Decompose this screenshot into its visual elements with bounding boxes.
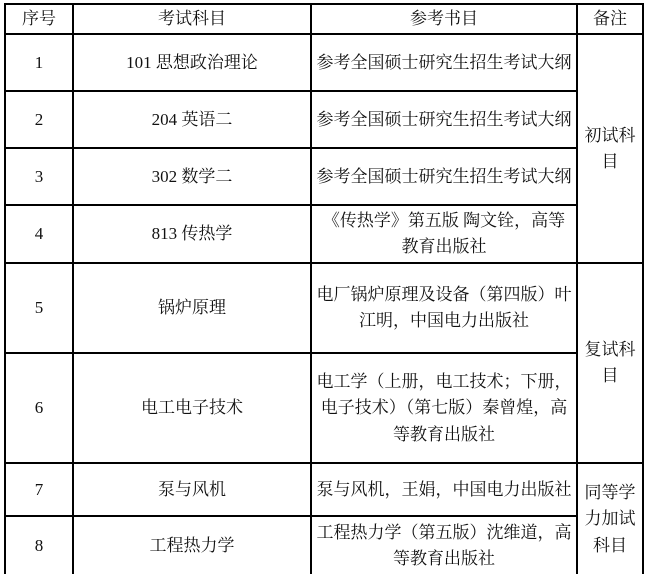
cell-no: 4 — [5, 205, 73, 263]
cell-book: 电工学（上册，电工技术；下册，电子技术）（第七版）秦曾煌，高等教育出版社 — [311, 353, 577, 463]
cell-remark-first-exam: 初试科目 — [577, 34, 643, 263]
table-row — [5, 91, 643, 148]
exam-subjects-table — [4, 3, 644, 574]
cell-book: 泵与风机，王娟，中国电力出版社 — [311, 463, 577, 516]
cell-book: 参考全国硕士研究生招生考试大纲 — [311, 91, 577, 148]
cell-subject: 101 思想政治理论 — [73, 34, 311, 91]
table-row — [5, 516, 643, 574]
cell-no: 7 — [5, 463, 73, 516]
cell-remark-additional-exam: 同等学力加试科目 — [577, 463, 643, 574]
cell-book: 参考全国硕士研究生招生考试大纲 — [311, 34, 577, 91]
cell-book: 《传热学》第五版 陶文铨，高等教育出版社 — [311, 205, 577, 263]
header-row — [5, 4, 643, 34]
cell-no: 8 — [5, 516, 73, 574]
cell-subject: 302 数学二 — [73, 148, 311, 205]
cell-subject: 工程热力学 — [73, 516, 311, 574]
cell-subject: 电工电子技术 — [73, 353, 311, 463]
header-books: 参考书目 — [311, 4, 577, 34]
cell-subject: 泵与风机 — [73, 463, 311, 516]
cell-no: 6 — [5, 353, 73, 463]
table-row — [5, 263, 643, 353]
header-subject: 考试科目 — [73, 4, 311, 34]
cell-subject: 锅炉原理 — [73, 263, 311, 353]
cell-book: 工程热力学（第五版）沈维道，高等教育出版社 — [311, 516, 577, 574]
cell-no: 5 — [5, 263, 73, 353]
table-row — [5, 205, 643, 263]
cell-book: 电厂锅炉原理及设备（第四版）叶江明，中国电力出版社 — [311, 263, 577, 353]
cell-no: 1 — [5, 34, 73, 91]
cell-remark-second-exam: 复试科目 — [577, 263, 643, 463]
cell-subject: 204 英语二 — [73, 91, 311, 148]
header-no: 序号 — [5, 4, 73, 34]
table-row — [5, 463, 643, 516]
cell-no: 3 — [5, 148, 73, 205]
table-row — [5, 353, 643, 463]
header-remark: 备注 — [577, 4, 643, 34]
cell-subject: 813 传热学 — [73, 205, 311, 263]
cell-no: 2 — [5, 91, 73, 148]
table-row — [5, 148, 643, 205]
table-row — [5, 34, 643, 91]
cell-book: 参考全国硕士研究生招生考试大纲 — [311, 148, 577, 205]
